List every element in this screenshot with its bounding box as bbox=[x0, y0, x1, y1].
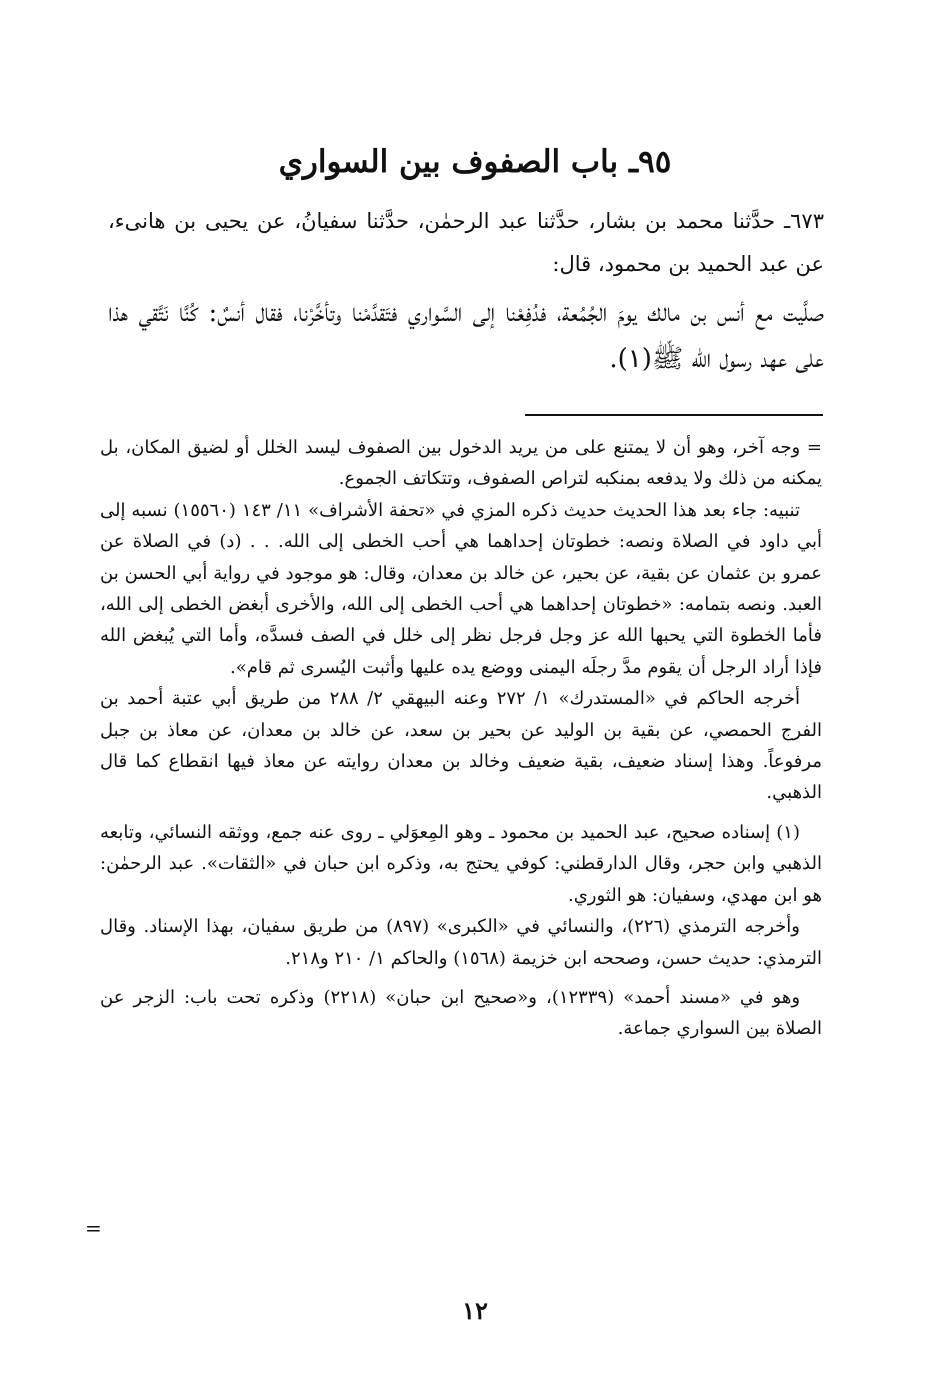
hadith-matn: صلَّيت مع أنس بن مالك يومَ الجُمُعة، فدُفِعْنا إلى السَّواري فتَقدَّمْنا وتأخَّرْنا، فقال أنسٌ: كُنَّا نَتَّقي هذا على عهد رسول الله ﷺ(١). bbox=[108, 298, 824, 374]
footnotes bbox=[100, 432, 822, 1045]
footnote-divider bbox=[525, 414, 823, 416]
footnote-paragraph: وأخرجه الترمذي (٢٢٦)، والنسائي في «الكبرى» (٨٩٧) من طريق سفيان، بهذا الإسناد. وقال الترمذي: حديث حسن، وصححه ابن خزيمة (١٥٦٨) والحاكم ١/ ٢١٠ و٢١٨. bbox=[100, 916, 822, 969]
hadith-block bbox=[108, 200, 824, 382]
chapter-title: ٩٥ـ باب الصفوف بين السواري bbox=[278, 144, 672, 180]
footnote-paragraph: = وجه آخر، وهو أن لا يمتنع على من يريد الدخول بين الصفوف ليسد الخلل أو لضيق المكان، بل يمكنه من ذلك ولا يدفعه بمنكبه لتراص الصفوف، وتتكاتف الجموع. bbox=[100, 437, 822, 490]
footnote-paragraph: وهو في «مسند أحمد» (١٢٣٣٩)، و«صحيح ابن حبان» (٢٢١٨) وذكره تحت باب: الزجر عن الصلاة بين السواري جماعة. bbox=[100, 986, 822, 1040]
footnote-paragraph: (١) إسناده صحيح، عبد الحميد بن محمود ـ وهو المِعوَلي ـ روى عنه جمع، ووثقه النسائي، وتابعه الذهبي وابن حجر، وقال الدارقطني: كوفي يحتج به، وذكره ابن حبان في «الثقات». عبد الرحمٰن: هو ابن مهدي، وسفيان: هو الثوري. bbox=[100, 821, 822, 906]
footnote-paragraph: تنبيه: جاء بعد هذا الحديث حديث ذكره المزي في «تحفة الأشراف» ١١/ ١٤٣ (١٥٥٦٠) نسبه إلى أبي داود في الصلاة ونصه: خطوتان إحداهما هي أحب الخطى إلى الله. . . (د) في الصلاة عن عمرو بن عثمان عن بقية، عن بحير، عن خالد بن معدان، وقال: هو موجود في رواية أبي الحسن بن العبد. ونصه بتمامه: «خطوتان إحداهما هي أحب الخطى إلى الله، والأخرى أبغض الخطى إلى الله، فأما الخطوة التي يحبها الله عز وجل فرجل نظر إلى خلل في الصف فسدَّه، وأما التي يُبغض الله فإذا أراد الرجل أن يقوم مدَّ رجلَه اليمنى ووضع يده عليها وأثبت اليُسرى ثم قام». bbox=[100, 499, 822, 678]
page-number: ١٢ bbox=[462, 1296, 488, 1325]
footnote-paragraph: أخرجه الحاكم في «المستدرك» ١/ ٢٧٢ وعنه البيهقي ٢/ ٢٨٨ من طريق أبي عتبة أحمد بن الفرج الحمصي، عن بقية بن الوليد عن بحير بن سعد، عن خالد بن معدان، عن معاذ بن جبل مرفوعاً. وهذا إسناد ضعيف، بقية ضعيف وخالد بن معدان روايته عن معاذ فيها انقطاع كما قال الذهبي. bbox=[100, 688, 822, 804]
hadith-isnad: ٦٧٣ـ حدَّثنا محمد بن بشار، حدَّثنا عبد الرحمٰن، حدَّثنا سفيانُ، عن يحيى بن هانىء، عن عبد الحميد بن محمود، قال: bbox=[108, 209, 824, 276]
continuation-mark: = bbox=[85, 1216, 102, 1240]
